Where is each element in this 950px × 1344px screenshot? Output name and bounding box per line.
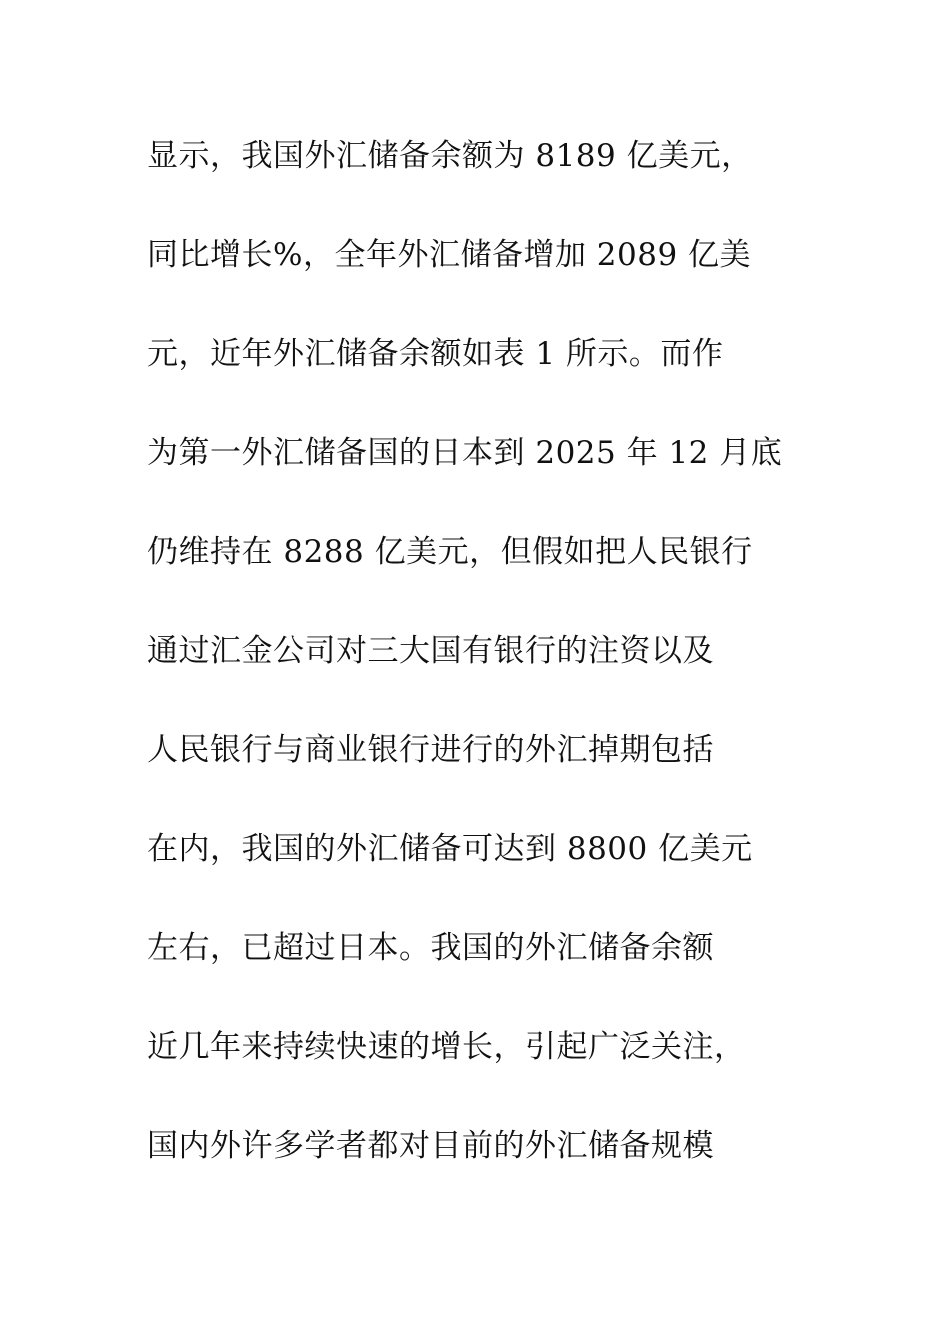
text-line-3: 元，近年外汇储备余额如表 1 所示。而作 xyxy=(147,336,724,372)
body-paragraph xyxy=(147,120,847,1209)
text-line-7: 人民银行与商业银行进行的外汇掉期包括 xyxy=(147,732,714,768)
text-line-11: 国内外许多学者都对目前的外汇储备规模 xyxy=(147,1128,714,1164)
text-line-1: 显示，我国外汇储备余额为 8189 亿美元， xyxy=(147,138,753,174)
text-line-4: 为第一外汇储备国的日本到 2025 年 12 月底 xyxy=(147,435,783,471)
text-line-9: 左右，已超过日本。我国的外汇储备余额 xyxy=(147,930,714,966)
text-line-8: 在内，我国的外汇储备可达到 8800 亿美元 xyxy=(147,831,753,867)
text-line-5: 仍维持在 8288 亿美元，但假如把人民银行 xyxy=(147,534,753,570)
text-line-2: 同比增长%，全年外汇储备增加 2089 亿美 xyxy=(147,237,752,273)
text-line-6: 通过汇金公司对三大国有银行的注资以及 xyxy=(147,633,714,669)
text-line-10: 近几年来持续快速的增长，引起广泛关注， xyxy=(147,1029,746,1065)
